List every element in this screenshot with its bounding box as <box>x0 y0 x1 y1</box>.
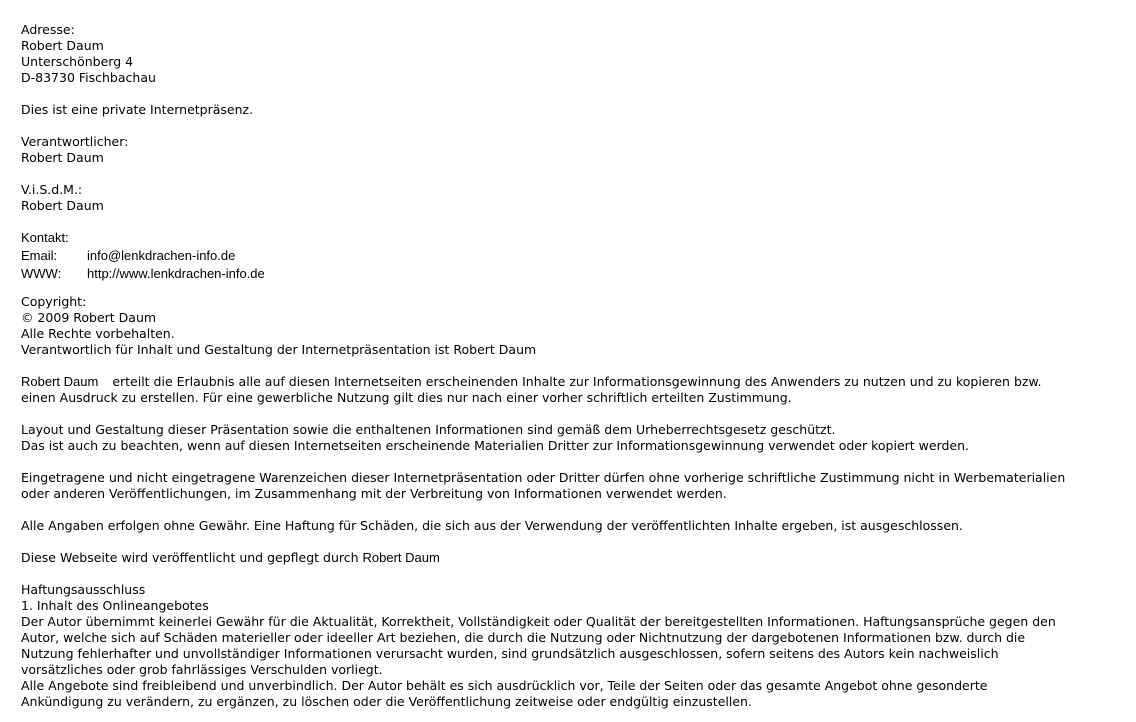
responsible-heading: Verantwortlicher: <box>21 134 129 149</box>
permission-name: Robert Daum <box>21 374 99 389</box>
spacer <box>21 166 1116 182</box>
permission-section <box>21 374 1116 406</box>
spacer <box>21 86 1116 102</box>
contact-section <box>21 229 1116 283</box>
contact-www-row <box>21 265 1116 283</box>
spacer <box>21 358 1116 374</box>
visdm-name: Robert Daum <box>21 198 104 213</box>
disclaimer-subheading: 1. Inhalt des Onlineangebotes <box>21 598 209 613</box>
address-heading: Adresse: <box>21 22 75 37</box>
address-city: D-83730 Fischbachau <box>21 70 156 85</box>
spacer <box>21 454 1116 470</box>
layout-line-1: Layout und Gestaltung dieser Präsentation sowie die enthaltenen Informationen sind gemäß dem Urheberrechtsgesetz geschützt. <box>21 422 836 437</box>
address-street: Unterschönberg 4 <box>21 54 134 69</box>
visdm-heading: V.i.S.d.M.: <box>21 182 83 197</box>
maintained-name: Robert Daum <box>362 550 440 565</box>
permission-line-1 <box>21 374 1116 390</box>
visdm-section <box>21 182 1116 214</box>
trademark-line-1: Eingetragene und nicht eingetragene Warenzeichen dieser Internetpräsentation oder Dritter dürfen ohne vorherige schriftliche Zustimmung nicht in Werbematerialien <box>21 470 1066 485</box>
disclaimer-line: Alle Angebote sind freibleibend und unverbindlich. Der Autor behält es sich ausdrücklich vor, Teile der Seiten oder das gesamte Angebot ohne gesonderte <box>21 678 988 693</box>
maintained-line <box>21 550 1116 566</box>
maintained-text: Diese Webseite wird veröffentlicht und gepflegt durch <box>21 550 359 565</box>
address-name: Robert Daum <box>21 38 104 53</box>
email-link[interactable]: info@lenkdrachen-info.de <box>87 248 236 263</box>
trademark-line-2: oder anderen Veröffentlichungen, im Zusammenhang mit der Verbreitung von Informationen verwendet werden. <box>21 486 727 501</box>
www-link[interactable]: http://www.lenkdrachen-info.de <box>87 266 265 281</box>
www-label: WWW: <box>21 266 62 281</box>
address-section <box>21 22 1116 86</box>
imprint-page <box>21 22 1116 710</box>
spacer <box>21 118 1116 134</box>
copyright-section <box>21 294 1116 358</box>
email-label: Email: <box>21 248 58 263</box>
disclaimer-heading: Haftungsausschluss <box>21 582 146 597</box>
spacer <box>21 283 1116 294</box>
permission-line-2: einen Ausdruck zu erstellen. Für eine gewerbliche Nutzung gilt dies nur nach einer vorher schriftlich erteilten Zustimmung. <box>21 390 792 405</box>
disclaimer-section <box>21 582 1116 710</box>
disclaimer-line: Ankündigung zu verändern, zu ergänzen, zu löschen oder die Veröffentlichung zeitweise oder endgültig einzustellen. <box>21 694 752 709</box>
disclaimer-line: Der Autor übernimmt keinerlei Gewähr für die Aktualität, Korrektheit, Vollständigkeit oder Qualität der bereitgestellten Informationen. Haftungsansprüche gegen den <box>21 614 1056 629</box>
copyright-line-3: Verantwortlich für Inhalt und Gestaltung der Internetpräsentation ist Robert Daum <box>21 342 537 357</box>
contact-heading: Kontakt: <box>21 230 69 245</box>
spacer <box>21 502 1116 518</box>
spacer <box>21 534 1116 550</box>
disclaimer-line: Nutzung fehlerhafter und unvollständiger Informationen verursacht wurden, sind grundsätzlich ausgeschlossen, sofern seitens des Autors kein nachweislich <box>21 646 999 661</box>
copyright-line-1: © 2009 Robert Daum <box>21 310 157 325</box>
contact-email-row <box>21 247 1116 265</box>
permission-text: erteilt die Erlaubnis alle auf diesen Internetseiten erscheinenden Inhalte zur Informationsgewinnung des Anwenders zu nutzen und zu kopieren bzw. <box>112 374 1042 389</box>
spacer <box>21 406 1116 422</box>
private-note: Dies ist eine private Internetpräsenz. <box>21 102 254 117</box>
responsible-name: Robert Daum <box>21 150 104 165</box>
trademark-section <box>21 470 1116 502</box>
copyright-heading: Copyright: <box>21 294 87 309</box>
copyright-line-2: Alle Rechte vorbehalten. <box>21 326 175 341</box>
layout-section <box>21 422 1116 454</box>
spacer <box>21 566 1116 582</box>
disclaimer-line: vorsätzliches oder grob fahrlässiges Verschulden vorliegt. <box>21 662 383 677</box>
layout-line-2: Das ist auch zu beachten, wenn auf diesen Internetseiten erscheinende Materialien Dritter zur Informationsgewinnung verwendet oder kopiert werden. <box>21 438 970 453</box>
disclaimer-line: Autor, welche sich auf Schäden materieller oder ideeller Art beziehen, die durch die Nutzung oder Nichtnutzung der dargebotenen Informationen bzw. durch die <box>21 630 1026 645</box>
responsible-section <box>21 134 1116 166</box>
liability-short: Alle Angaben erfolgen ohne Gewähr. Eine Haftung für Schäden, die sich aus der Verwendung der veröffentlichten Inhalte ergeben, ist ausgeschlossen. <box>21 518 963 533</box>
